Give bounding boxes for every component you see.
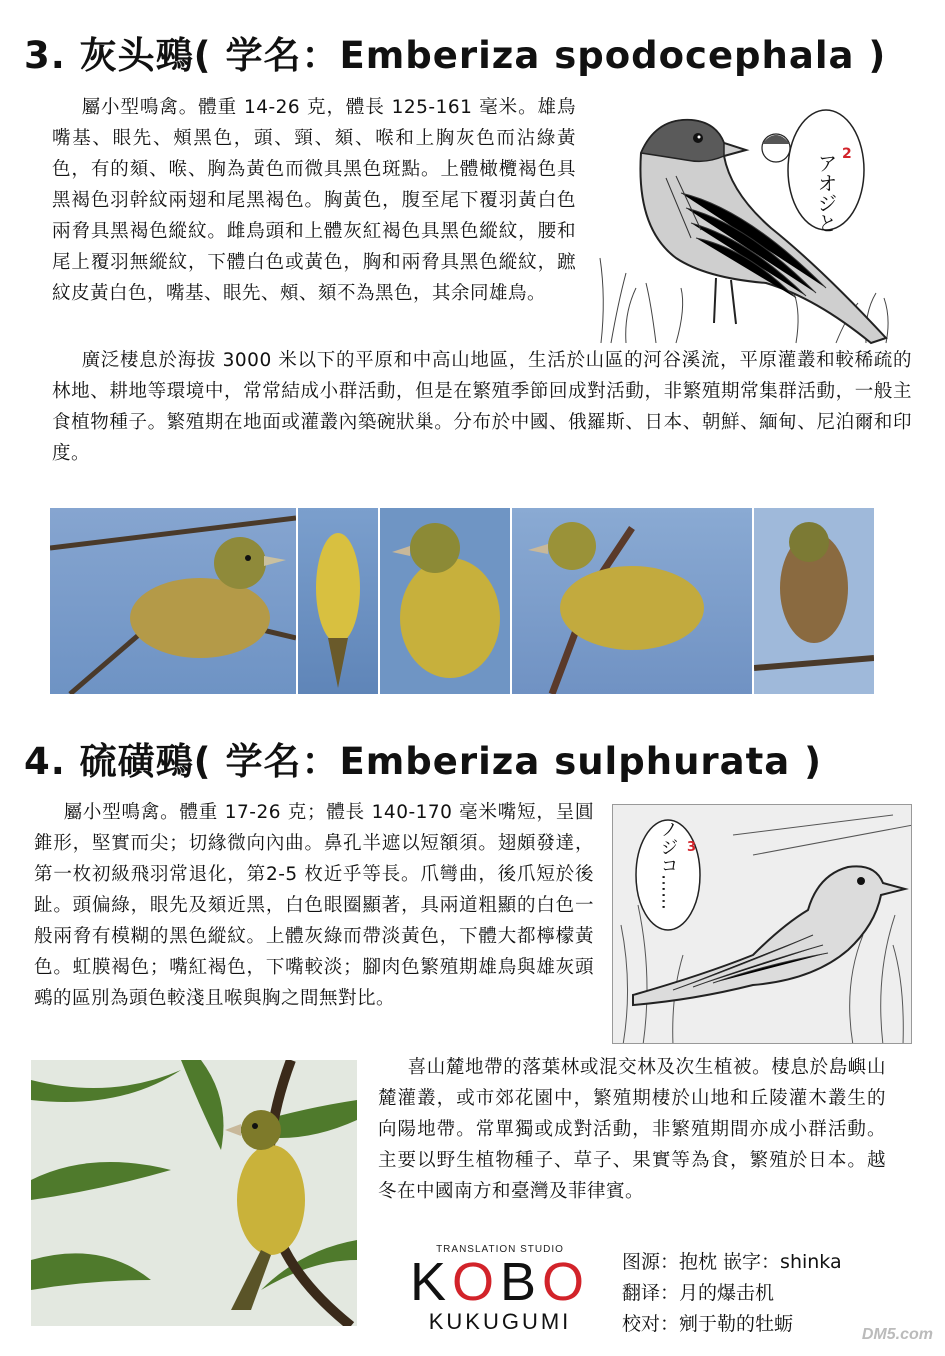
section-4-paragraph-2: 喜山麓地帶的落葉林或混交林及次生植被。棲息於島嶼山麓灌叢，或市郊花園中，繁殖期棲於山地和丘陵灌木叢生的向陽地帶。常單獨或成對活動，非繁殖期間亦成小群活動。主要以野生植物種子、草子、果實等為食，繁殖於日本。越冬在中國南方和臺灣及菲律賓。	[378, 1057, 886, 1202]
bird-photo-5	[754, 508, 874, 694]
sketch-note-number-3: 2	[842, 146, 852, 162]
bird-photo-4	[512, 508, 752, 694]
bird-sketch-icon	[596, 98, 896, 348]
bird-photo-icon	[31, 1060, 357, 1326]
site-watermark: DM5.com	[861, 1326, 933, 1343]
logo-letter-k: K	[409, 1252, 452, 1312]
bird-photo-icon	[754, 508, 874, 694]
kobo-studio-logo	[400, 1244, 600, 1342]
bird-photo-icon	[298, 508, 378, 694]
bird-photo-3	[380, 508, 510, 694]
sketch-bubble-text-3: アオジと	[814, 153, 838, 233]
bird-photo-icon	[512, 508, 752, 694]
manga-sketch-grey-headed-bunting	[596, 98, 896, 348]
section-3-paragraph-1: 屬小型鳴禽。體重 14-26 克，體長 125-161 毫米。雄鳥嘴基、眼先、頰黑色，頭、頸、頦、喉和上胸灰色而沾綠黃色，有的頦、喉、胸為黃色而微具黑色斑點。上體橄欖褐色具黑褐色羽幹紋兩翅和尾黑褐色。胸黃色，腹至尾下覆羽黃白色兩脅具黑褐色縱紋。雌鳥頭和上體灰紅褐色具黑色縱紋，腰和尾上覆羽無縱紋，下體白色或黃色，胸和兩脅具黑色縱紋，蹠紋皮黃白色，嘴基、眼先、頰、頦不為黑色，其余同雄鳥。	[52, 97, 576, 304]
section-3-paragraph-2: 廣泛棲息於海拔 3000 米以下的平原和中高山地區，生活於山區的河谷溪流，平原灌叢和較稀疏的林地、耕地等環境中，常常結成小群活動，但是在繁殖季節回成對活動，非繁殖期常集群活動，一般主食植物種子。繁殖期在地面或灌叢內築碗狀巢。分布於中國、俄羅斯、日本、朝鮮、緬甸、尼泊爾和印度。	[52, 350, 912, 464]
logo-letter-b: B	[500, 1252, 543, 1312]
bird-photo-1	[50, 508, 296, 694]
credits-block	[622, 1247, 842, 1340]
bird-photo-2	[298, 508, 378, 694]
bird-photo-yellow-bunting	[31, 1060, 357, 1326]
logo-name	[400, 1252, 600, 1312]
credit-proofreader: 校对：剜于勒的牡蛎	[622, 1313, 794, 1335]
photo-strip-section-3	[50, 508, 874, 694]
credit-source-typeset: 图源：抱枕 嵌字：shinka	[622, 1251, 842, 1273]
section-4-title: 4. 硫磺鵐( 学名：Emberiza sulphurata )	[24, 740, 823, 783]
bird-photo-icon	[380, 508, 510, 694]
logo-subtitle: KUKUGUMI	[428, 1309, 572, 1334]
sketch-note-number-4: 3	[687, 840, 697, 855]
logo-letter-o2: O	[542, 1252, 591, 1312]
logo-letter-o1: O	[451, 1252, 500, 1312]
manga-sketch-yellow-bunting	[612, 804, 912, 1044]
section-3-title: 3. 灰头鵐( 学名：Emberiza spodocephala )	[24, 34, 887, 77]
sketch-bubble-text-4: ノジコ……	[657, 820, 679, 910]
bird-sketch-icon	[613, 805, 912, 1044]
credit-translator: 翻译：月的爆击机	[622, 1282, 775, 1304]
bird-photo-icon	[50, 508, 296, 694]
logo-studio-text: TRANSLATION STUDIO	[436, 1244, 564, 1255]
section-4-paragraph-1: 屬小型鳴禽。體重 17-26 克；體長 140-170 毫米嘴短，呈圓錐形，堅實而尖；切緣微向內曲。鼻孔半遮以短額須。翅頗發達，第一枚初級飛羽常退化，第2-5 枚近乎等長。爪彎曲，後爪短於後趾。頭偏綠，眼先及頦近黑，白色眼圈顯著，具兩道粗顯的白色一般兩脅有模糊的黑色縱紋。上體灰綠而帶淡黃色，下體大都檸檬黃色。虹膜褐色；嘴紅褐色，下嘴較淡；腳肉色繁殖期雄鳥與雄灰頭鵐的區別為頭色較淺且喉與胸之間無對比。	[34, 802, 594, 1009]
